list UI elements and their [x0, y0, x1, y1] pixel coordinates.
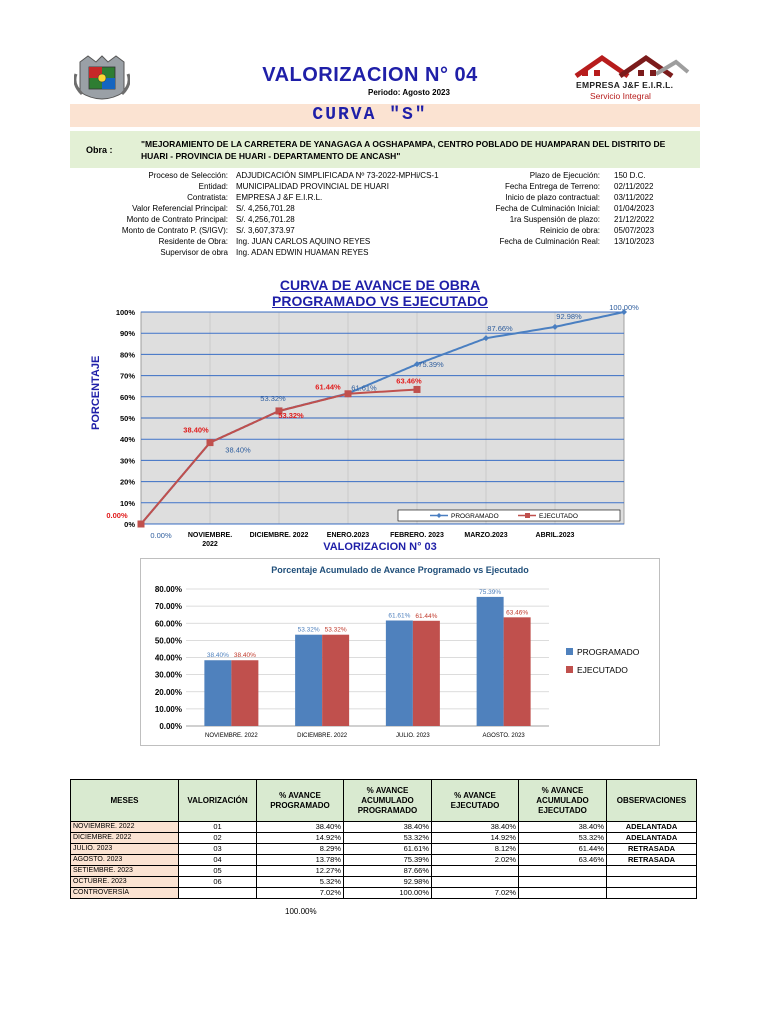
table-cell: 7.02% — [257, 888, 344, 899]
y-tick-label: 0% — [124, 520, 135, 529]
period-label: Periodo: Agosto 2023 — [368, 88, 450, 97]
info-label: Inicio de plazo contractual: — [505, 193, 600, 202]
y-tick-label: 10% — [119, 498, 135, 508]
bar-y-tick-label: 0.00% — [159, 722, 182, 731]
table-cell: 06 — [179, 877, 257, 888]
bar-x-tick-label: NOVIEMBRE. 2022 — [205, 733, 258, 739]
bar-x-tick-label: DICIEMBRE. 2022 — [297, 733, 348, 739]
info-label: Valor Referencial Principal: — [132, 204, 228, 213]
data-label: 92.98% — [556, 311, 582, 321]
summary-table — [70, 779, 697, 899]
data-label: 0.00% — [150, 531, 172, 540]
y-tick-label: 40% — [119, 435, 135, 445]
info-value: 05/07/2023 — [614, 226, 655, 235]
table-cell: 14.92% — [257, 833, 344, 844]
info-value: MUNICIPALIDAD PROVINCIAL DE HUARI — [236, 182, 389, 191]
bar-y-tick-label: 40.00% — [154, 653, 182, 663]
table-cell — [607, 877, 697, 888]
table-cell: 03 — [179, 844, 257, 855]
info-label: Fecha de Culminación Inicial: — [495, 204, 600, 213]
data-label: 75.39% — [418, 360, 444, 370]
table-cell: 04 — [179, 855, 257, 866]
info-value: 13/10/2023 — [614, 237, 655, 246]
table-cell: 2.02% — [432, 855, 519, 866]
table-row — [71, 844, 697, 855]
y-tick-label: 70% — [119, 371, 135, 381]
info-value: 21/12/2022 — [614, 215, 655, 224]
x-tick-label: MARZO.2023 — [464, 532, 508, 539]
table-header: % AVANCE EJECUTADO — [432, 780, 519, 822]
table-cell: 12.27% — [257, 866, 344, 877]
table-cell: 87.66% — [344, 866, 432, 877]
bar-ejecutado — [322, 635, 349, 726]
info-label: Entidad: — [198, 182, 228, 191]
table-cell: 61.61% — [344, 844, 432, 855]
bar-ejecutado — [413, 621, 440, 726]
info-label: Fecha Entrega de Terreno: — [504, 182, 600, 191]
bar-legend-swatch — [566, 648, 573, 655]
table-cell — [432, 877, 519, 888]
curva-title: CURVA "S" — [312, 105, 428, 125]
table-cell: 53.32% — [344, 833, 432, 844]
bar-y-tick-label: 70.00% — [154, 602, 182, 612]
table-row — [71, 888, 697, 899]
table-header: VALORIZACIÓN — [179, 780, 257, 822]
table-cell: 8.12% — [432, 844, 519, 855]
table-cell: 92.98% — [344, 877, 432, 888]
info-value: Ing. ADAN EDWIN HUAMAN REYES — [236, 248, 369, 257]
bar-x-tick-label: AGOSTO. 2023 — [482, 733, 525, 739]
x-tick-label: NOVIEMBRE. 2022 — [187, 532, 233, 548]
table-cell: 61.44% — [519, 844, 607, 855]
table-body — [71, 822, 697, 899]
table-cell — [179, 888, 257, 899]
table-cell — [432, 866, 519, 877]
table-header: MESES — [71, 780, 179, 822]
table-cell: ADELANTADA — [607, 833, 697, 844]
x-tick-label: DICIEMBRE. 2022 — [249, 532, 309, 539]
table-cell: AGOSTO. 2023 — [71, 855, 179, 866]
table-cell: JULIO. 2023 — [71, 844, 179, 855]
table-cell: SETIEMBRE. 2023 — [71, 866, 179, 877]
bar-data-label: 63.46% — [506, 609, 529, 617]
info-value: 01/04/2023 — [614, 204, 655, 213]
table-cell — [519, 888, 607, 899]
table-row — [71, 877, 697, 888]
bar-programado — [295, 635, 322, 726]
table-cell: 38.40% — [344, 822, 432, 833]
bar-data-label: 53.32% — [297, 626, 320, 634]
info-value: Ing. JUAN CARLOS AQUINO REYES — [236, 237, 371, 246]
info-value: 03/11/2022 — [614, 193, 654, 202]
bar-legend-label: EJECUTADO — [577, 665, 628, 675]
obra-description: "MEJORAMIENTO DE LA CARRETERA DE YANAGAGA A OGSHAPAMPA, CENTRO POBLADO DE HUAMPARAN DEL DISTRITO DE HUARI - PROVINCIA DE HUARI - DEPARTAMENTO DE ANCASH" — [141, 139, 666, 161]
bar-programado — [477, 597, 504, 726]
table-cell: 02 — [179, 833, 257, 844]
bar-x-tick-label: JULIO. 2023 — [396, 733, 430, 739]
bar-ejecutado — [231, 660, 258, 726]
bar-y-tick-label: 10.00% — [154, 704, 182, 714]
table-cell — [519, 866, 607, 877]
data-label: 63.46% — [396, 376, 422, 386]
y-tick-label: 90% — [119, 329, 135, 339]
table-cell: 38.40% — [257, 822, 344, 833]
bar-legend-label: PROGRAMADO — [577, 647, 640, 657]
y-tick-label: 60% — [119, 392, 135, 402]
legend-label: EJECUTADO — [539, 513, 578, 520]
y-tick-label: 100% — [115, 308, 135, 317]
info-value: 150 D.C. — [614, 171, 646, 180]
table-header-row — [71, 780, 697, 822]
table-cell — [607, 866, 697, 877]
table-cell: 01 — [179, 822, 257, 833]
info-label: Residente de Obra: — [158, 237, 228, 246]
table-cell: 8.29% — [257, 844, 344, 855]
info-label: Monto de Contrato P. (S/IGV): — [121, 226, 228, 235]
bar-programado — [386, 620, 413, 726]
bar-data-label: 61.44% — [415, 612, 438, 620]
line-chart-xtitle: VALORIZACION N° 03 — [323, 541, 437, 553]
data-label: 100.00% — [609, 303, 639, 312]
bar-y-tick-label: 60.00% — [154, 619, 182, 629]
info-label: Contratista: — [187, 193, 228, 202]
bar-ejecutado — [504, 617, 531, 726]
table-cell: 05 — [179, 866, 257, 877]
table-cell: 75.39% — [344, 855, 432, 866]
info-label: Proceso de Selección: — [148, 171, 228, 180]
y-tick-label: 30% — [119, 456, 135, 466]
table-row — [71, 866, 697, 877]
bar-y-tick-label: 50.00% — [154, 636, 182, 646]
bar-chart-title: Porcentaje Acumulado de Avance Programado vs Ejecutado — [271, 565, 529, 575]
data-label: 61.61% — [351, 383, 377, 393]
table-cell: 53.32% — [519, 833, 607, 844]
bar-y-tick-label: 30.00% — [154, 670, 182, 680]
table-header: % AVANCE PROGRAMADO — [257, 780, 344, 822]
table-row — [71, 822, 697, 833]
bar-y-tick-label: 80.00% — [154, 585, 182, 594]
table-header: % AVANCE ACUMULADO PROGRAMADO — [344, 780, 432, 822]
table-cell: 100.00% — [344, 888, 432, 899]
info-label: Reinicio de obra: — [539, 226, 600, 235]
bar-data-label: 61.61% — [388, 612, 411, 620]
info-value: S/. 3,607,373.97 — [236, 226, 295, 235]
table-total: 100.00% — [285, 907, 317, 916]
line-chart-title-main: CURVA DE AVANCE DE OBRA — [279, 277, 481, 293]
table-cell — [607, 888, 697, 899]
table-cell: 14.92% — [432, 833, 519, 844]
table-header: % AVANCE ACUMULADO EJECUTADO — [519, 780, 607, 822]
y-tick-label: 80% — [119, 350, 135, 360]
table-cell: 5.32% — [257, 877, 344, 888]
table-cell: RETRASADA — [607, 844, 697, 855]
info-value: EMPRESA J &F E.I.R.L. — [236, 193, 323, 202]
legend-label: PROGRAMADO — [451, 513, 499, 520]
bar-programado — [204, 660, 231, 726]
table-row — [71, 855, 697, 866]
table-cell: 38.40% — [432, 822, 519, 833]
data-label: 61.44% — [315, 382, 341, 392]
line-chart-subtitle: PROGRAMADO VS EJECUTADO — [272, 293, 488, 309]
data-label: 38.40% — [183, 425, 209, 435]
table-header: OBSERVACIONES — [607, 780, 697, 822]
data-label: 53.32% — [278, 410, 304, 420]
table-cell: NOVIEMBRE. 2022 — [71, 822, 179, 833]
bar-legend-swatch — [566, 666, 573, 673]
data-label: 38.40% — [225, 445, 251, 455]
bar-data-label: 38.40% — [233, 652, 256, 660]
info-label: Monto de Contrato Principal: — [126, 215, 228, 224]
bar-data-label: 38.40% — [206, 652, 229, 660]
data-label: 87.66% — [487, 324, 513, 334]
info-label: Supervisor de obra — [160, 248, 228, 257]
table-cell: RETRASADA — [607, 855, 697, 866]
table-cell — [519, 877, 607, 888]
data-label: 53.32% — [260, 393, 286, 403]
x-tick-label: FEBRERO. 2023 — [390, 532, 444, 539]
table-cell: DICIEMBRE. 2022 — [71, 833, 179, 844]
table-cell: 7.02% — [432, 888, 519, 899]
table-cell: 13.78% — [257, 855, 344, 866]
company-name: EMPRESA J&F E.I.R.L. — [576, 80, 674, 90]
table-cell: 38.40% — [519, 822, 607, 833]
table-row — [71, 833, 697, 844]
x-tick-label: ABRIL.2023 — [535, 532, 575, 539]
company-tagline: Servicio Integral — [590, 91, 651, 101]
x-tick-label: ENERO.2023 — [326, 532, 370, 539]
bar-data-label: 75.39% — [479, 588, 502, 596]
info-label: Plazo de Ejecución: — [529, 171, 600, 180]
y-tick-label: 20% — [119, 477, 135, 487]
table-cell: CONTROVERSÍA — [71, 888, 179, 899]
table-cell: ADELANTADA — [607, 822, 697, 833]
info-value: S/. 4,256,701.28 — [236, 204, 295, 213]
y-tick-label: 50% — [119, 414, 135, 423]
obra-label: Obra : — [86, 145, 113, 155]
info-label: 1ra Suspensión de plazo: — [509, 215, 600, 224]
table-cell: 63.46% — [519, 855, 607, 866]
info-value: ADJUDICACIÓN SIMPLIFICADA Nº 73-2022-MPHi/CS-1 — [236, 171, 439, 180]
bar-y-tick-label: 20.00% — [154, 687, 182, 697]
info-value: 02/11/2022 — [614, 182, 654, 191]
info-label: Fecha de Culminación Real: — [499, 237, 600, 246]
data-label: 0.00% — [106, 511, 128, 520]
page-title: VALORIZACION N° 04 — [262, 64, 478, 86]
line-chart-ylabel: PORCENTAJE — [90, 355, 102, 430]
info-value: S/. 4,256,701.28 — [236, 215, 295, 224]
bar-data-label: 53.32% — [324, 626, 347, 634]
table-cell: OCTUBRE. 2023 — [71, 877, 179, 888]
